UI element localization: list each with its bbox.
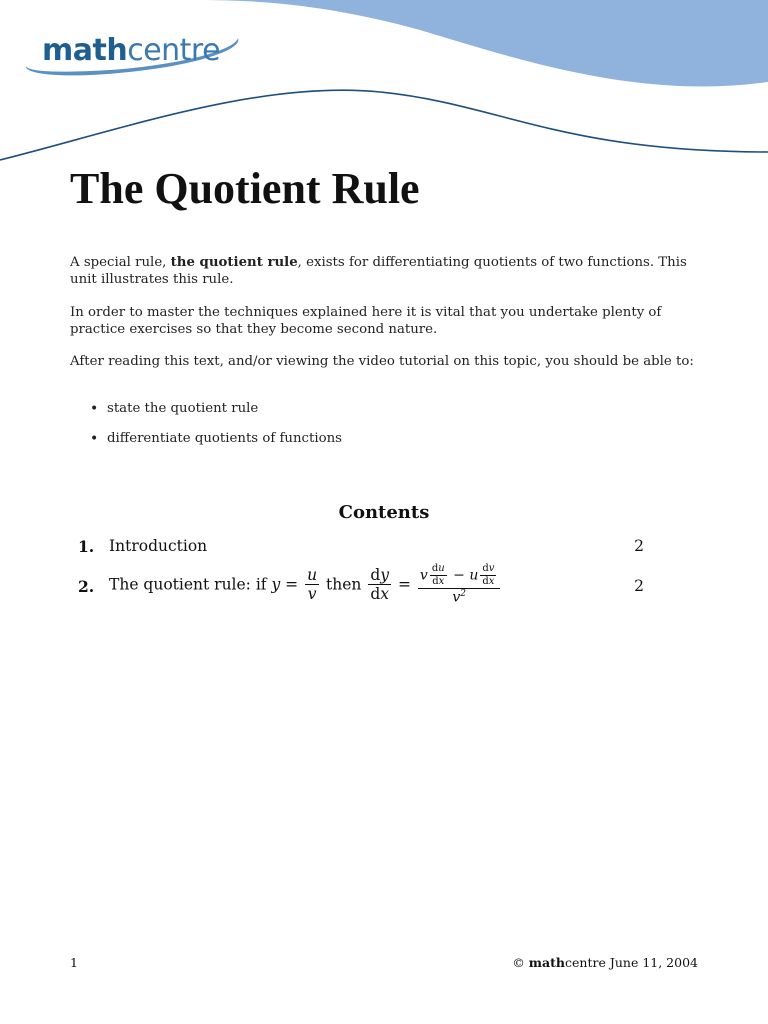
- toc-label: Introduction: [109, 537, 208, 555]
- formula-equals: =: [397, 575, 411, 594]
- intro-p1-bold: the quotient rule: [170, 255, 298, 270]
- toc-label-text: The quotient rule: if: [109, 575, 267, 594]
- formula-then: then: [326, 575, 362, 594]
- formula-quotient-result: v $\frac{du}{dx}$ − u $\frac{dv}{dx}$ $v^2$: [418, 563, 501, 606]
- footer-brand-math: math: [528, 955, 565, 970]
- footer-copyright: [512, 955, 698, 970]
- footer-page-number: 1: [70, 955, 78, 970]
- formula-y-equals: y =: [271, 575, 299, 594]
- toc-number: 2.: [78, 577, 95, 596]
- intro-paragraph-1: [70, 254, 700, 288]
- formula-u-over-v: $\frac{u}{v}$: [307, 565, 318, 604]
- mathcentre-logo: [42, 33, 221, 68]
- intro-paragraph-3: After reading this text, and/or viewing the video tutorial on this topic, you should be able to:: [70, 354, 694, 369]
- copyright-icon: ©: [512, 955, 525, 970]
- objective-item: • differentiate quotients of functions: [90, 428, 342, 458]
- page-title: The Quotient Rule: [70, 164, 420, 213]
- intro-paragraph-2: In order to master the techniques explained here it is vital that you undertake plenty of practice exercises so that they become second nature.: [70, 305, 662, 337]
- objectives-list: [90, 398, 342, 458]
- header-wave-line: [0, 90, 768, 160]
- logo-centre: centre: [127, 33, 221, 68]
- toc-label-formula: [109, 563, 502, 606]
- intro-p1-text: A special rule,: [70, 255, 171, 270]
- header-wave-fill: [200, 0, 768, 86]
- logo-math: math: [42, 33, 128, 68]
- intro-p1-text-after: , exists for differentiating quotients of two functions. This unit illustrates this rule.: [70, 255, 687, 287]
- toc-row-quotient-rule[interactable]: [78, 563, 644, 613]
- contents-heading: Contents: [338, 502, 430, 523]
- header-wave: [0, 0, 768, 170]
- toc-page-number: 2: [634, 577, 644, 595]
- toc-number: 1.: [78, 537, 95, 556]
- footer-date: June 11, 2004: [609, 955, 698, 970]
- objective-item: • state the quotient rule: [90, 398, 342, 428]
- toc-page-number: 2: [634, 537, 644, 555]
- footer-brand-centre: centre: [565, 955, 606, 970]
- formula-dy-dx: $\frac{dy}{dx}$: [370, 565, 390, 604]
